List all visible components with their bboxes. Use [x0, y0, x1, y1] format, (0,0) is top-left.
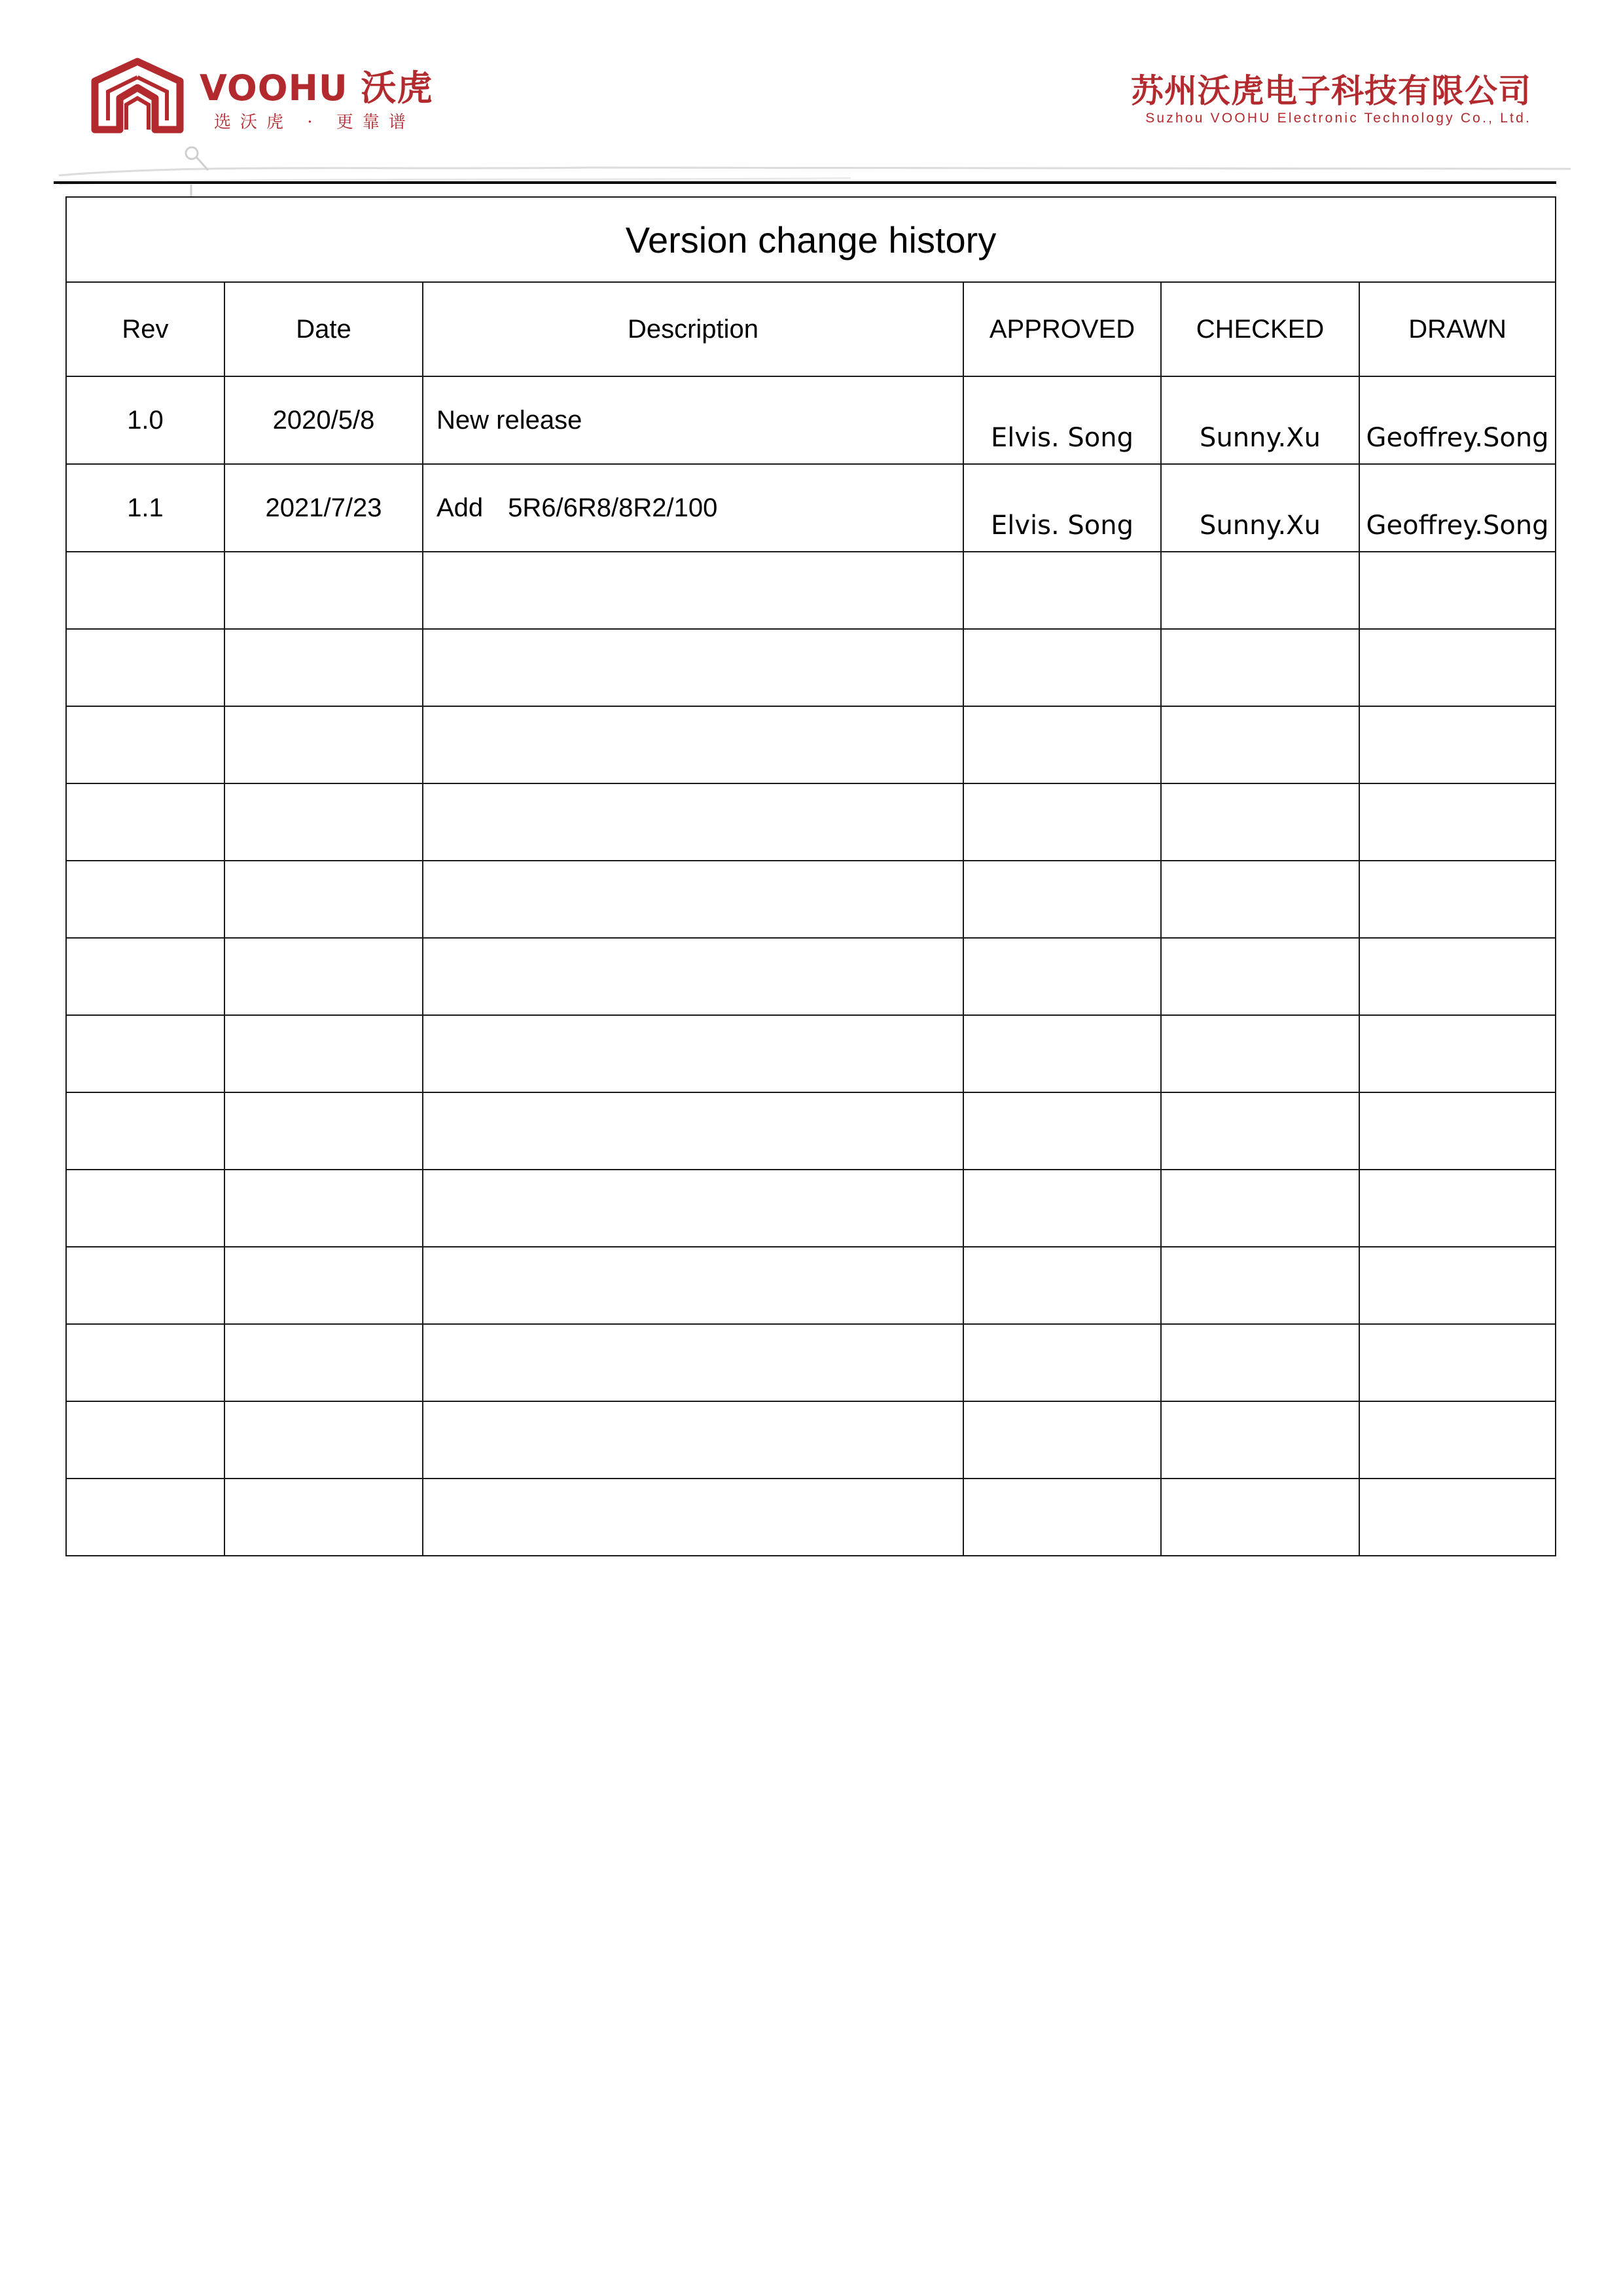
- empty-cell: [1161, 552, 1359, 629]
- empty-cell: [423, 552, 963, 629]
- empty-cell: [224, 783, 423, 861]
- empty-cell: [1161, 1401, 1359, 1479]
- table-header-row: [66, 282, 1556, 376]
- empty-cell: [423, 1479, 963, 1556]
- empty-cell: [423, 938, 963, 1015]
- cell-drawn: Geoffrey.Song: [1359, 376, 1556, 464]
- cell-checked: Sunny.Xu: [1161, 464, 1359, 552]
- empty-cell: [224, 1247, 423, 1324]
- empty-cell: [963, 552, 1161, 629]
- empty-table-row: [66, 783, 1556, 861]
- empty-cell: [1359, 1092, 1556, 1170]
- empty-cell: [66, 1092, 224, 1170]
- empty-table-row: [66, 1170, 1556, 1247]
- empty-cell: [66, 1015, 224, 1092]
- empty-cell: [423, 1170, 963, 1247]
- empty-cell: [66, 1247, 224, 1324]
- empty-cell: [1359, 1247, 1556, 1324]
- brand-slogan: 选沃虎 · 更靠谱: [214, 113, 415, 132]
- empty-cell: [963, 783, 1161, 861]
- empty-cell: [1161, 861, 1359, 938]
- company-logo: [88, 58, 433, 136]
- empty-cell: [423, 1401, 963, 1479]
- empty-cell: [1161, 1170, 1359, 1247]
- cell-date: 2020/5/8: [224, 376, 423, 464]
- cell-approved: Elvis. Song: [963, 376, 1161, 464]
- empty-cell: [423, 1324, 963, 1401]
- empty-cell: [1359, 1479, 1556, 1556]
- empty-cell: [963, 1247, 1161, 1324]
- empty-cell: [1161, 1092, 1359, 1170]
- empty-cell: [1359, 1401, 1556, 1479]
- empty-cell: [66, 552, 224, 629]
- empty-cell: [1161, 938, 1359, 1015]
- description-text: Add: [437, 493, 484, 522]
- cell-rev: 1.1: [66, 464, 224, 552]
- cell-date: 2021/7/23: [224, 464, 423, 552]
- empty-table-row: [66, 629, 1556, 706]
- header-divider: [54, 181, 1556, 184]
- column-header-drawn: DRAWN: [1359, 282, 1556, 376]
- empty-cell: [1359, 861, 1556, 938]
- cell-description: [423, 464, 963, 552]
- empty-cell: [224, 861, 423, 938]
- column-header-description: Description: [423, 282, 963, 376]
- empty-cell: [66, 861, 224, 938]
- empty-cell: [423, 1015, 963, 1092]
- empty-cell: [1161, 783, 1359, 861]
- empty-cell: [1359, 552, 1556, 629]
- empty-cell: [66, 1324, 224, 1401]
- empty-table-row: [66, 938, 1556, 1015]
- empty-cell: [1161, 1247, 1359, 1324]
- empty-table-row: [66, 1092, 1556, 1170]
- empty-table-row: [66, 1015, 1556, 1092]
- empty-cell: [224, 1324, 423, 1401]
- empty-cell: [224, 629, 423, 706]
- empty-cell: [224, 1170, 423, 1247]
- empty-cell: [224, 706, 423, 783]
- empty-cell: [1161, 706, 1359, 783]
- empty-cell: [1359, 783, 1556, 861]
- empty-cell: [66, 1479, 224, 1556]
- empty-cell: [963, 1401, 1161, 1479]
- empty-cell: [423, 706, 963, 783]
- empty-cell: [66, 629, 224, 706]
- empty-cell: [1359, 1324, 1556, 1401]
- description-text: New release: [437, 405, 582, 435]
- column-header-rev: Rev: [66, 282, 224, 376]
- table-row: [66, 464, 1556, 552]
- empty-cell: [224, 552, 423, 629]
- empty-cell: [1359, 938, 1556, 1015]
- voohu-emblem-icon: [88, 58, 187, 136]
- empty-cell: [224, 1092, 423, 1170]
- empty-cell: [66, 1170, 224, 1247]
- empty-cell: [1161, 1479, 1359, 1556]
- description-part-numbers: 5R6/6R8/8R2/100: [508, 493, 718, 522]
- empty-cell: [224, 938, 423, 1015]
- empty-table-row: [66, 552, 1556, 629]
- empty-cell: [963, 938, 1161, 1015]
- empty-table-row: [66, 706, 1556, 783]
- empty-cell: [224, 1479, 423, 1556]
- version-history-table: [65, 196, 1556, 1556]
- empty-cell: [963, 706, 1161, 783]
- empty-cell: [1359, 629, 1556, 706]
- empty-cell: [423, 629, 963, 706]
- table-title: Version change history: [66, 197, 1556, 282]
- cell-drawn: Geoffrey.Song: [1359, 464, 1556, 552]
- empty-cell: [423, 783, 963, 861]
- cell-approved: Elvis. Song: [963, 464, 1161, 552]
- brand-name: VOOHU 沃虎: [200, 67, 433, 109]
- column-header-checked: CHECKED: [1161, 282, 1359, 376]
- cell-description: [423, 376, 963, 464]
- empty-cell: [423, 1247, 963, 1324]
- empty-table-row: [66, 1479, 1556, 1556]
- header-decoration-lines: [0, 144, 1623, 196]
- empty-cell: [963, 1324, 1161, 1401]
- cell-checked: Sunny.Xu: [1161, 376, 1359, 464]
- empty-table-row: [66, 1401, 1556, 1479]
- company-name-block: [1131, 72, 1531, 127]
- table-row: [66, 376, 1556, 464]
- empty-cell: [963, 629, 1161, 706]
- empty-table-row: [66, 861, 1556, 938]
- empty-cell: [1161, 629, 1359, 706]
- column-header-date: Date: [224, 282, 423, 376]
- empty-cell: [963, 1092, 1161, 1170]
- empty-cell: [423, 1092, 963, 1170]
- empty-cell: [1161, 1324, 1359, 1401]
- empty-cell: [963, 861, 1161, 938]
- empty-cell: [224, 1401, 423, 1479]
- empty-cell: [423, 861, 963, 938]
- empty-cell: [66, 938, 224, 1015]
- empty-cell: [224, 1015, 423, 1092]
- table-title-row: [66, 197, 1556, 282]
- empty-cell: [1359, 1015, 1556, 1092]
- company-name-english: Suzhou VOOHU Electronic Technology Co., Ltd.: [1145, 111, 1531, 126]
- company-name-chinese: 苏州沃虎电子科技有限公司: [1131, 72, 1531, 110]
- empty-cell: [963, 1479, 1161, 1556]
- empty-cell: [1359, 706, 1556, 783]
- cell-rev: 1.0: [66, 376, 224, 464]
- empty-cell: [1359, 1170, 1556, 1247]
- empty-cell: [66, 1401, 224, 1479]
- empty-cell: [66, 706, 224, 783]
- empty-cell: [66, 783, 224, 861]
- empty-cell: [963, 1170, 1161, 1247]
- empty-cell: [1161, 1015, 1359, 1092]
- column-header-approved: APPROVED: [963, 282, 1161, 376]
- empty-cell: [963, 1015, 1161, 1092]
- empty-table-row: [66, 1247, 1556, 1324]
- empty-table-row: [66, 1324, 1556, 1401]
